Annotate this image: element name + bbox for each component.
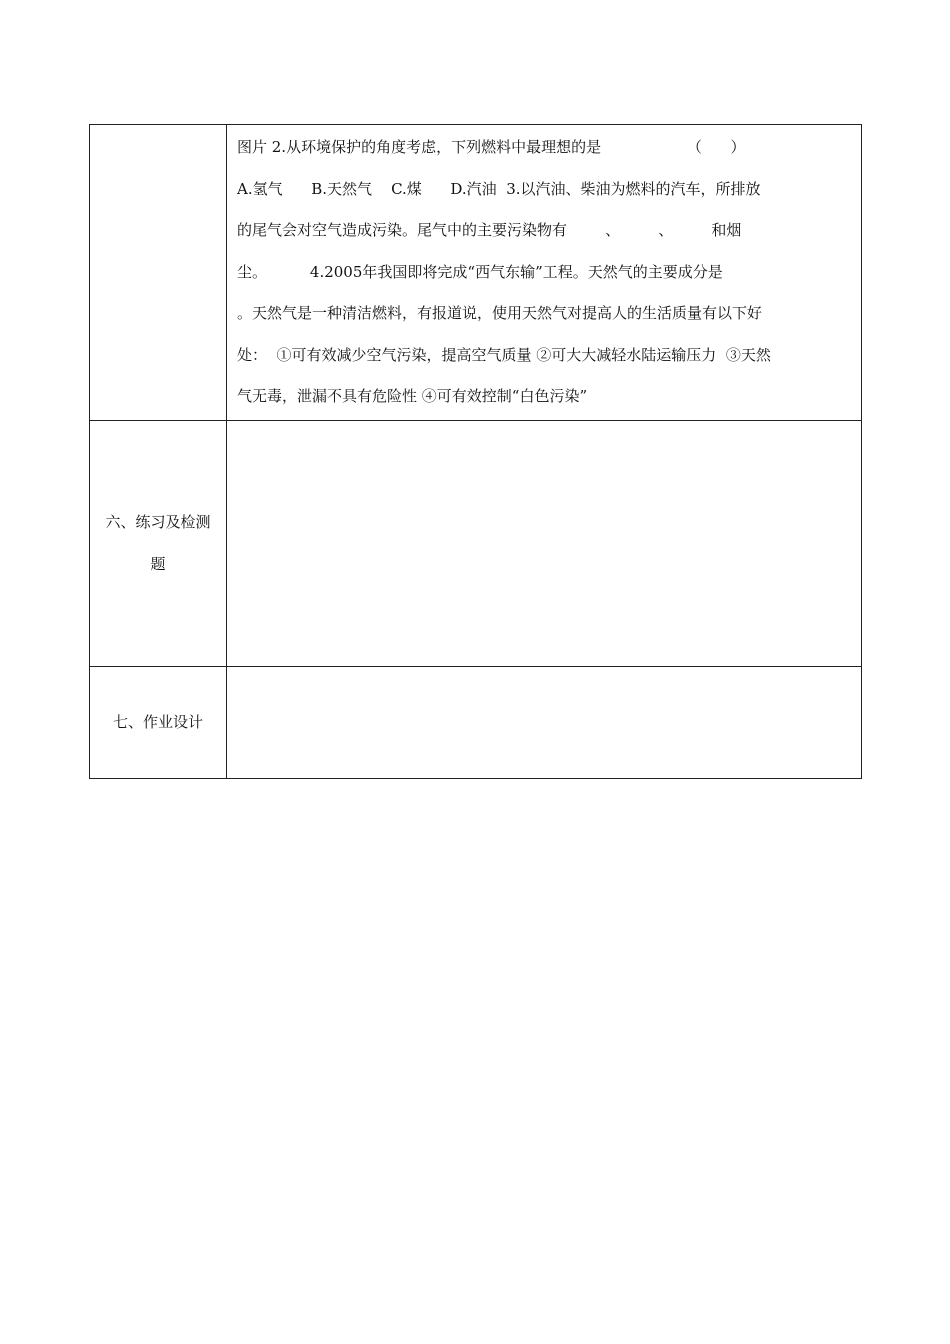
content-line: 图片 2.从环境保护的角度考虑，下列燃料中最理想的是 （ ） xyxy=(237,138,746,156)
lesson-plan-table xyxy=(89,124,862,779)
content-line: 处： ①可有效减少空气污染，提高空气质量 ②可大大减轻水陆运输压力 ③天然 xyxy=(237,345,771,364)
content-line: A.氢气 B.天然气 C.煤 D.汽油 3.以汽油、柴油为燃料的汽车，所排放 xyxy=(237,179,761,198)
table-row xyxy=(90,666,862,778)
row-label-homework: 七、作业设计 xyxy=(90,666,227,778)
row-content-homework xyxy=(227,666,862,778)
content-line: 尘。 4.2005年我国即将完成“西气东输”工程。天然气的主要成分是 xyxy=(237,262,723,281)
content-line: 气无毒，泄漏不具有危险性 ④可有效控制“白色污染” xyxy=(237,387,588,405)
row-label-exercises: 六、练习及检测题 xyxy=(90,420,227,666)
table-row xyxy=(90,125,862,421)
content-line: 的尾气会对空气造成污染。尾气中的主要污染物有 、 、 和烟 xyxy=(237,221,742,239)
row-content xyxy=(227,125,862,421)
row-content-exercises xyxy=(227,420,862,666)
row-label xyxy=(90,125,227,421)
table-row xyxy=(90,420,862,666)
content-line: 。天然气是一种清洁燃料，有报道说，使用天然气对提高人的生活质量有以下好 xyxy=(237,304,763,322)
